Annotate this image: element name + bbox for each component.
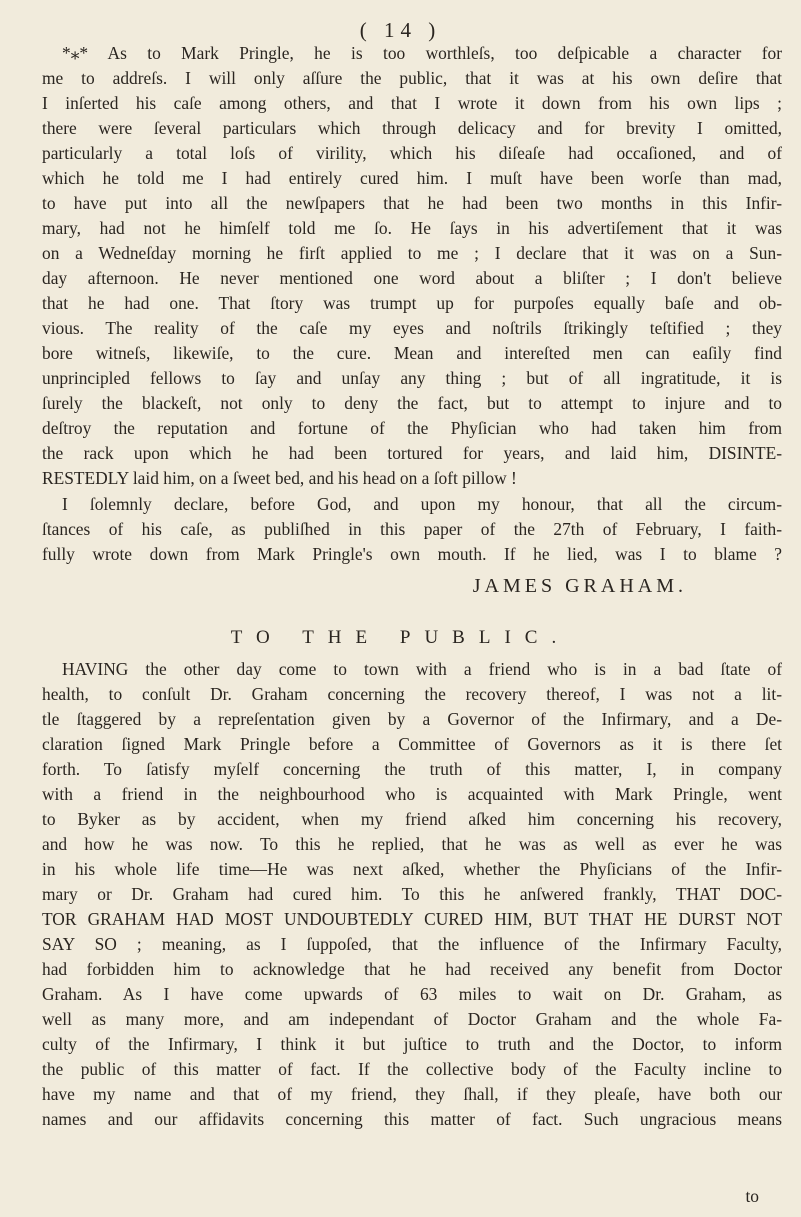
letter-line: *⁎* As to Mark Pringle, he is too worthleſs, too deſpicable a character for [62,43,782,63]
address-line: tle ſtaggered by a repreſentation given by a Governor of the Infirmary, and a De- [42,709,782,729]
address-line: health, to conſult Dr. Graham concerning the recovery thereof, I was not a lit- [42,684,782,704]
address-line: and how he was now. To this he replied, that he was as well as ever he was [42,834,782,854]
letter-line: vious. The reality of the caſe my eyes and noſtrils ſtrikingly teſtified ; they [42,318,782,338]
letter-line: which he told me I had entirely cured him. I muſt have been worſe than mad, [42,168,782,188]
address-line: have my name and that of my friend, they ſhall, if they pleaſe, have both our [42,1084,782,1104]
address-line: mary or Dr. Graham had cured him. To this he anſwered frankly, THAT DOC- [42,884,782,904]
letter-line: to have put into all the newſpapers that he had been two months in this Infir- [42,193,782,213]
letter-line: particularly a total loſs of virility, which his diſeaſe had occaſioned, and of [42,143,782,163]
letter-line: I inſerted his caſe among others, and that I wrote it down from his own lips ; [42,93,782,113]
address-line: the public of this matter of fact. If the collective body of the Faculty incline to [42,1059,782,1079]
letter-line: me to addreſs. I will only aſſure the public, that it was at his own deſire that [42,68,782,88]
section-heading: TO THE PUBLIC. [230,627,571,648]
letter-line: fully wrote down from Mark Pringle's own mouth. If he lied, was I to blame ? [42,544,782,564]
letter-line: ſurely the blackeſt, not only to deny the fact, but to attempt to injure and to [42,393,782,413]
address-line: with a friend in the neighbourhood who is acquainted with Mark Pringle, went [42,784,782,804]
letter-line: there were ſeveral particulars which through delicacy and for brevity I omitted, [42,118,782,138]
address-line: names and our affidavits concerning this matter of fact. Such ungracious means [42,1109,782,1129]
letter-line: bore witneſs, likewiſe, to the cure. Mean and intereſted men can eaſily find [42,343,782,363]
address-line: TOR GRAHAM HAD MOST UNDOUBTEDLY CURED HIM, BUT THAT HE DURST NOT [42,909,782,929]
letter-line: RESTEDLY laid him, on a ſweet bed, and his head on a ſoft pillow ! [42,468,517,488]
catchword: to [745,1186,759,1206]
signature: JAMES GRAHAM. [472,575,687,597]
letter-line: ſtances of his caſe, as publiſhed in this paper of the 27th of February, I faith- [42,519,782,539]
letter-line: the rack upon which he had been tortured for years, and laid him, DISINTE- [42,443,782,463]
address-line: in his whole life time—He was next aſked, whether the Phyſicians of the Infir- [42,859,782,879]
letter-line: deſtroy the reputation and fortune of the Phyſician who had taken him from [42,418,782,438]
address-line: well as many more, and am independant of Doctor Graham and the whole Fa- [42,1009,782,1029]
letter-line: day afternoon. He never mentioned one word about a bliſter ; I don't believe [42,268,782,288]
address-line: forth. To ſatisfy myſelf concerning the truth of this matter, I, in company [42,759,782,779]
address-line: claration ſigned Mark Pringle before a Committee of Governors as it is there ſet [42,734,782,754]
address-line: Graham. As I have come upwards of 63 miles to wait on Dr. Graham, as [42,984,782,1004]
address-line: had forbidden him to acknowledge that he had received any benefit from Doctor [42,959,782,979]
address-line: SAY SO ; meaning, as I ſuppoſed, that the influence of the Infirmary Faculty, [42,934,782,954]
page-number: ( 14 ) [359,18,442,42]
letter-line: on a Wedneſday morning he firſt applied to me ; I declare that it was on a Sun- [42,243,782,263]
letter-line: that he had one. That ſtory was trumpt up for purpoſes equally baſe and ob- [42,293,782,313]
letter-line: mary, had not he himſelf told me ſo. He ſays in his advertiſement that it was [42,218,782,238]
letter-line: I ſolemnly declare, before God, and upon my honour, that all the circum- [62,494,782,514]
address-line: HAVING the other day come to town with a friend who is in a bad ſtate of [62,659,782,679]
letter-line: unprincipled fellows to ſay and unſay any thing ; but of all ingratitude, it is [42,368,782,388]
address-line: culty of the Infirmary, I think it but juſtice to truth and the Doctor, to inform [42,1034,782,1054]
address-line: to Byker as by accident, when my friend aſked him concerning his recovery, [42,809,782,829]
